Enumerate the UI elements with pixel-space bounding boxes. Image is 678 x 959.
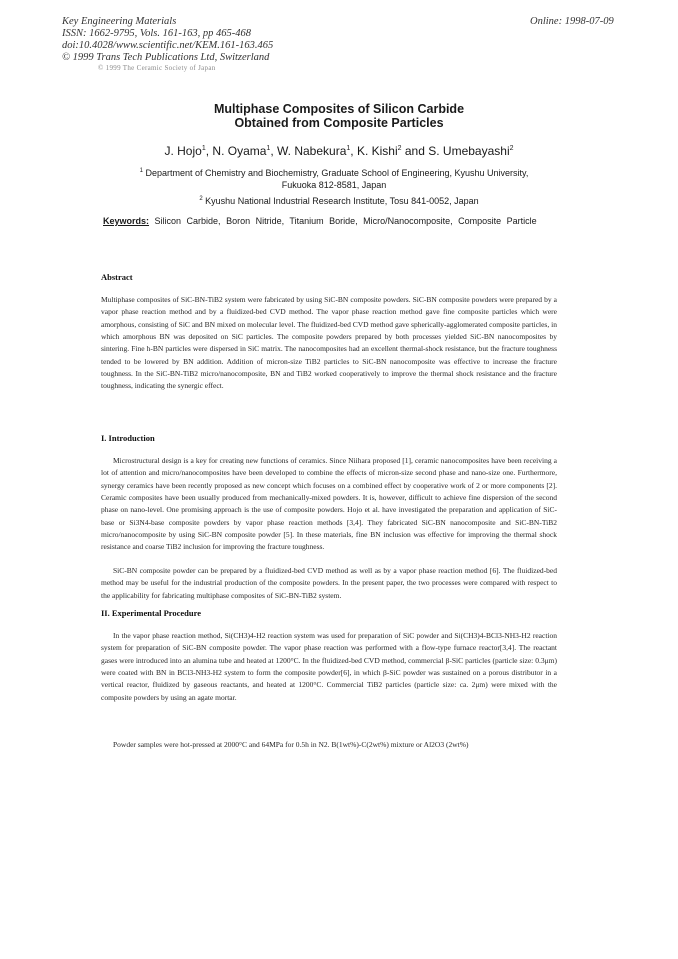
abstract-text: Multiphase composites of SiC-BN-TiB2 system were fabricated by using SiC-BN composite powders. SiC-BN composite powders were prepared by a vapor phase reaction method and by a fluidized-bed CVD method. The vapor phase reaction method gave fine composite particles which were amorphous, consisting of SiC and BN mixed on molecular level. The fluidized-bed CVD method gave spherically-agglomerated composite particles, in which amorphous BN was deposited on SiC particles. The composite powders prepared by both processes yielded SiC-BN nanocomposites by sintering. Fine h-BN particles were dispersed in SiC matrix. The nanocomposites had an excellent thermal-shock resistance, but the fracture toughness tended to be lowered by BN addition. Addition of micron-size TiB2 particles to SiC-BN nanocomposite was effective to increase the fracture toughness. In the SiC-BN-TiB2 micro/nanocomposite, BN and TiB2 worked cooperatively to improve the thermal shock resistance and the fracture toughness, indicating the synergic effect.	[101, 295, 557, 391]
intro-paragraph-2: SiC-BN composite powder can be prepared by a fluidized-bed CVD method as well as by a vapor phase reaction method [6]. The fluidized-bed method may be useful for the industrial production of the composite powders. In the present paper, the two processes were compared with respect to the applicability for fabricating multiphase composites of SiC-BN-TiB2 system.	[101, 566, 557, 600]
keywords-label: Keywords:	[103, 216, 150, 226]
issn-line: ISSN: 1662-9795, Vols. 161-163, pp 465-468	[62, 28, 251, 39]
keywords	[103, 215, 553, 227]
author: J. Hojo$^1$,	[164, 144, 213, 158]
copyright-line: © 1999 Trans Tech Publications Ltd, Switzerland	[62, 52, 270, 63]
author: N. Oyama$^1$,	[212, 144, 277, 158]
author: S. Umebayashi$^2$	[428, 144, 514, 158]
affiliation-1: $^1$ Department of Chemistry and Biochemistry, Graduate School of Engineering, Kyushu University, Fukuoka 812-8581, Japan	[139, 168, 529, 190]
abstract-heading: Abstract	[101, 272, 133, 282]
journal-name: Key Engineering Materials	[62, 16, 177, 27]
keywords-text: Silicon Carbide, Boron Nitride, Titanium Boride, Micro/Nanocomposite, Composite Particle	[154, 216, 537, 226]
paper-title-line1: Multiphase Composites of Silicon Carbide	[213, 102, 465, 116]
intro-paragraph-1: Microstructural design is a key for creating new functions of ceramics. Since Niihara proposed [1], ceramic nanocomposites have been receiving a lot of attention and micro/nanocomposites have been developed to combine the effects of micron-size second phase and nano-size one. Furthermore, synergy ceramics have been recently proposed as new concept which focuses on a combined effect by cooperative work of 2 or more components [2]. Ceramic composites have been usually produced from mechanically-mixed powders. It is, however, difficult to achieve fine dispersion of the second phase on nano-level. One promising approach is the use of composite powders. Hojo et al. have investigated the preparation and application of SiC-base or Si3N4-base composite powders by vapor phase reaction methods [3,4]. They fabricated SiC-BN nanocomposite and SiC-BN-TiB2 micro/nanocomposite by using SiC-BN composite powder [5]. In these materials, fine BN inclusion was effective for improving the thermal shock resistance and coarse TiB2 inclusion for improving the fracture toughness.	[101, 456, 557, 552]
affiliation-2: $^2$ Kyushu National Industrial Research Institute, Tosu 841-0052, Japan	[199, 196, 479, 206]
paper-title-line2: Obtained from Composite Particles	[234, 116, 444, 130]
intro-heading: I. Introduction	[101, 433, 155, 443]
experimental-paragraph-1: In the vapor phase reaction method, Si(CH3)4-H2 reaction system was used for preparation of SiC powder and Si(CH3)4-BCl3-NH3-H2 reaction system for preparation of SiC-BN composite powder. The vapor phase reaction was performed with a flow-type furnace reactor[3,4]. The reactant gases were introduced into an alumina tube and heated at 1200°C. In the fluidized-bed CVD method, commercial β-SiC particles (particle size: 0.3μm) were coated with BN in BCl3-NH3-H2 system to form the composite powder[6], in which β-SiC powder was sustained on a porous distributor in a vertical reactor, fluidized by gaseous reactants, and heated at 1200°C. Commercial TiB2 particles (particle size: ca. 2μm) were mixed with the composite powders by using an agate mortar.	[101, 631, 557, 702]
experimental-paragraph-2: Powder samples were hot-pressed at 2000°C and 64MPa for 0.5h in N2. B(1wt%)-C(2wt%) mixture or Al2O3 (2wt%)	[113, 740, 469, 749]
online-date: Online: 1998-07-09	[530, 16, 614, 27]
experimental-heading: II. Experimental Procedure	[101, 608, 202, 618]
doi-line: doi:10.4028/www.scientific.net/KEM.161-163.465	[62, 40, 274, 51]
author: W. Nabekura$^1$,	[277, 144, 357, 158]
author: K. Kishi$^2$ and	[356, 144, 429, 158]
author-list	[0, 144, 678, 158]
faint-copyright: © 1999 The Ceramic Society of Japan	[98, 64, 216, 72]
